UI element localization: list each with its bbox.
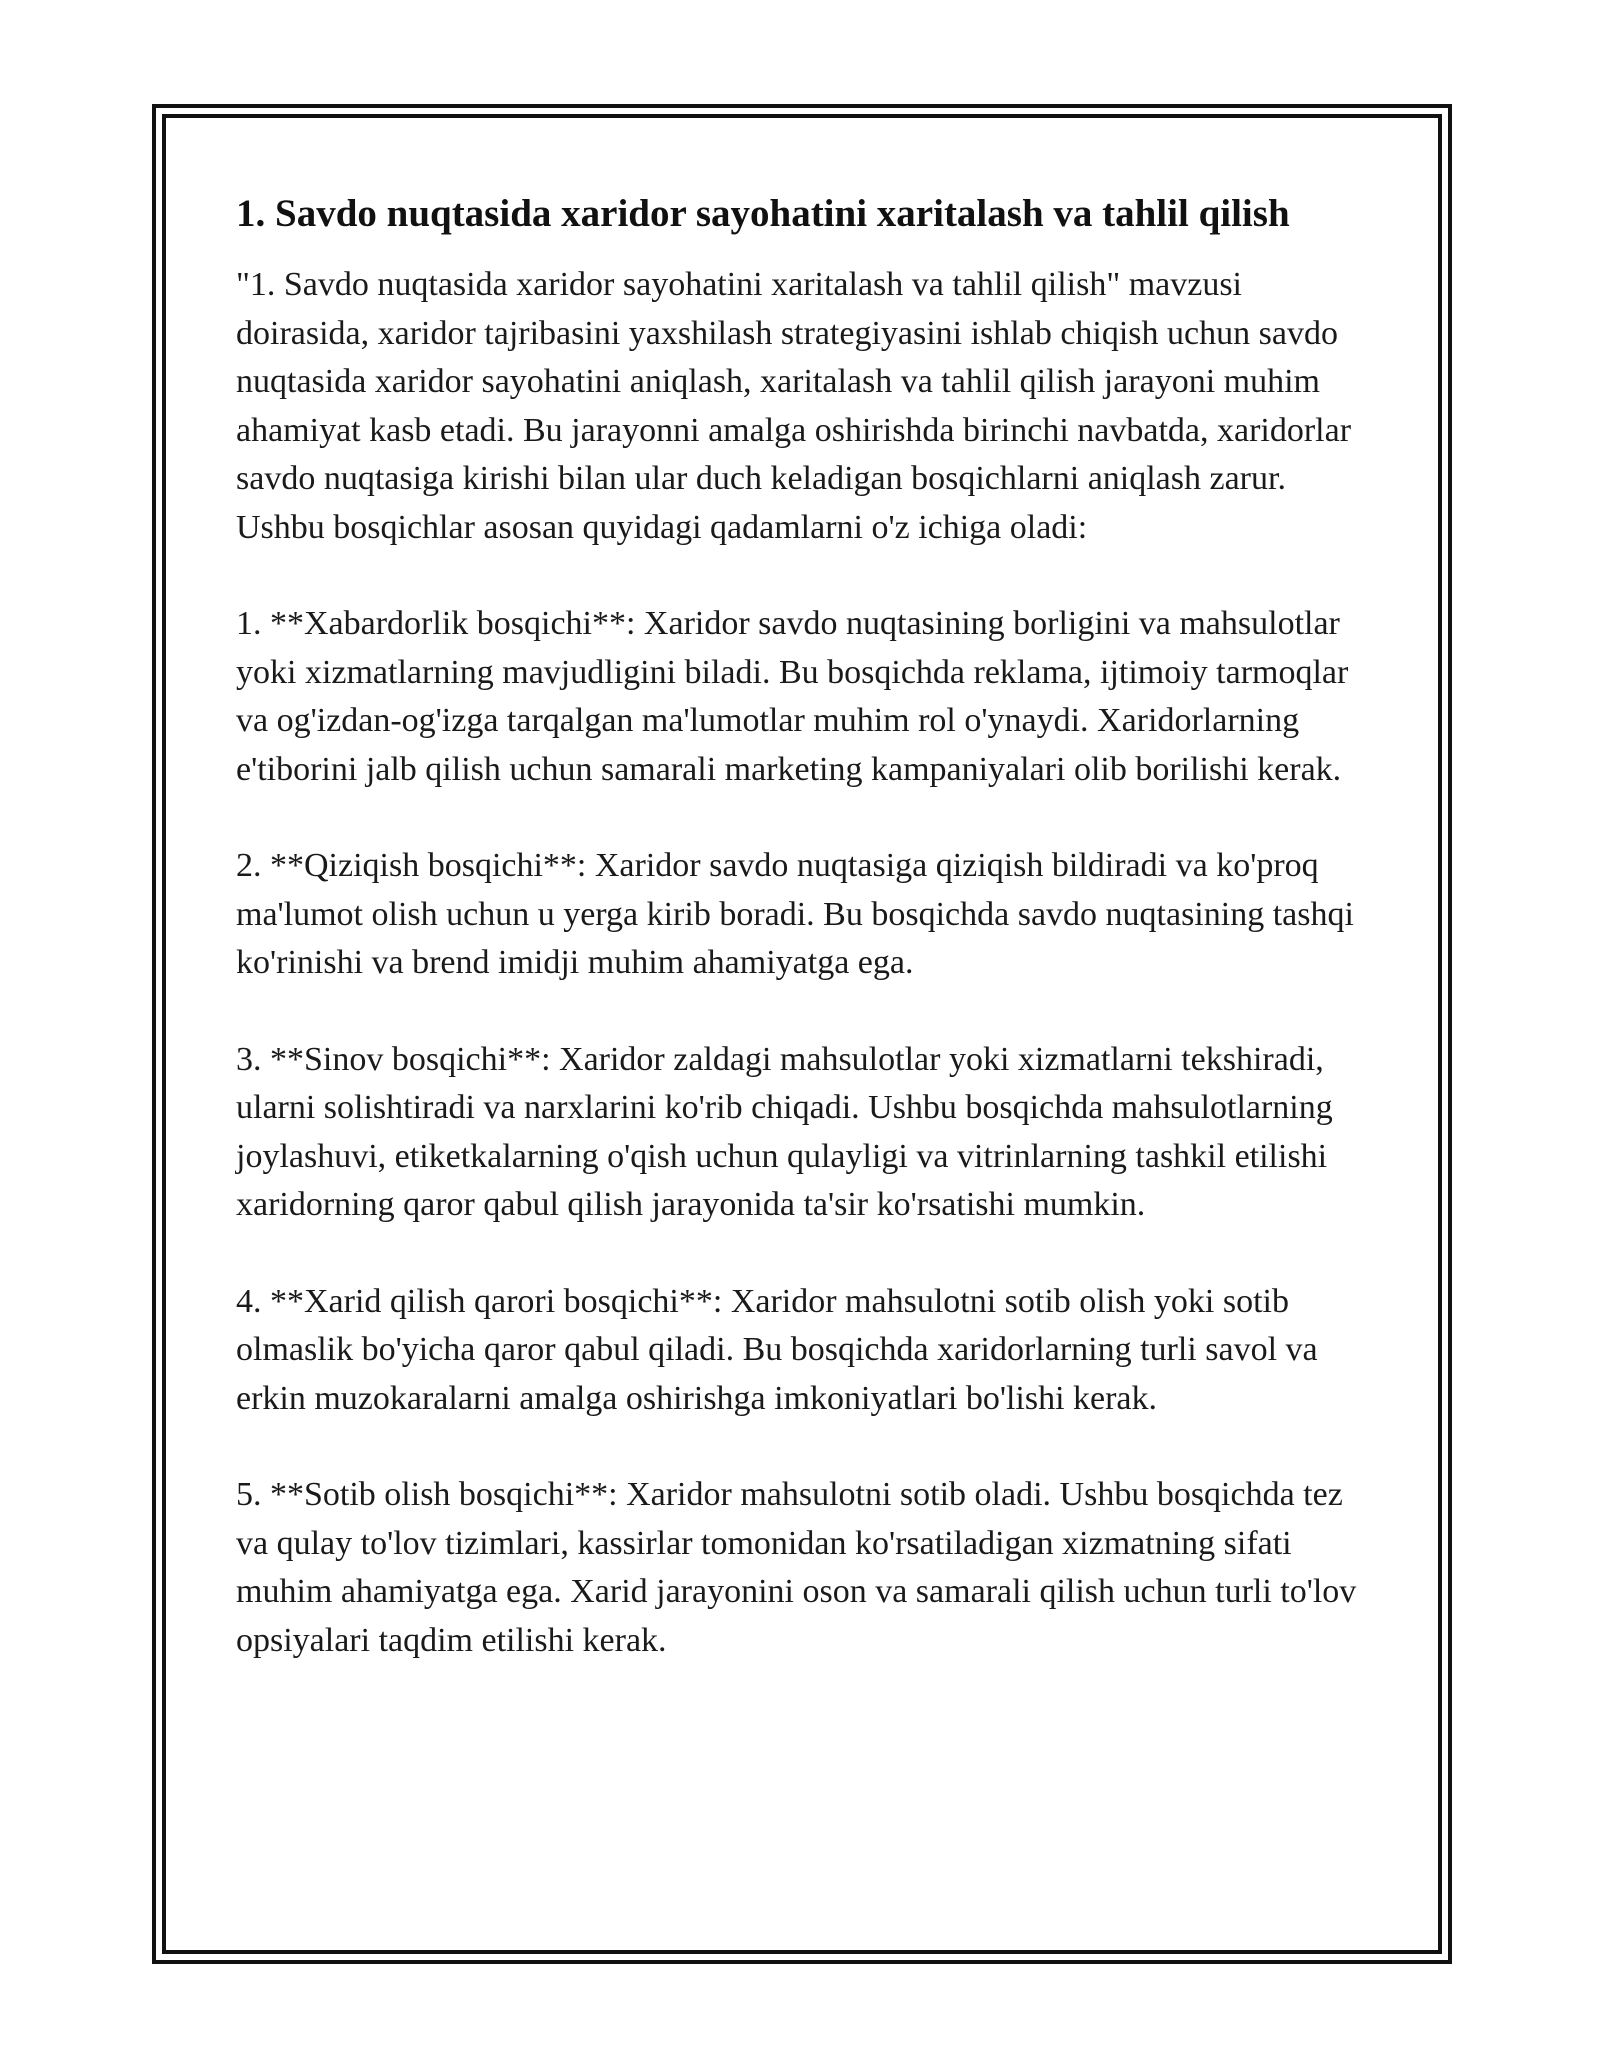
stage-5-paragraph: 5. **Sotib olish bosqichi**: Xaridor mahsulotni sotib oladi. Ushbu bosqichda tez va qulay to'lov tizimlari, kassirlar tomonidan ko'rsatiladigan xizmatning sifati muhim ahamiyatga ega. Xarid jarayonini oson va samarali qilish uchun turli to'lov opsiyalari taqdim etilishi kerak. (236, 1476, 1357, 1659)
section-heading: 1. Savdo nuqtasida xaridor sayohatini xaritalash va tahlil qilish (236, 192, 1290, 235)
document-body (236, 186, 1376, 1713)
stage-4-paragraph: 4. **Xarid qilish qarori bosqichi**: Xaridor mahsulotni sotib olish yoki sotib olmaslik bo'yicha qaror qabul qiladi. Bu bosqichda xaridorlarning turli savol va erkin muzokaralarni amalga oshirishga imkoniyatlari bo'lishi kerak. (236, 1282, 1318, 1417)
stage-2-paragraph: 2. **Qiziqish bosqichi**: Xaridor savdo nuqtasiga qiziqish bildiradi va ko'proq ma'lumot olish uchun u yerga kirib boradi. Bu bosqichda savdo nuqtasining tashqi ko'rinishi va brend imidji muhim ahamiyatga ega. (236, 847, 1354, 981)
intro-paragraph: "1. Savdo nuqtasida xaridor sayohatini xaritalash va tahlil qilish" mavzusi doirasida, xaridor tajribasini yaxshilash strategiyasini ishlab chiqish uchun savdo nuqtasida xaridor sayohatini aniqlash, xaritalash va tahlil qilish jarayoni muhim ahamiyat kasb etadi. Bu jarayonni amalga oshirishda birinchi navbatda, xaridorlar savdo nuqtasiga kirishi bilan ular duch keladigan bosqichlarni aniqlash zarur. Ushbu bosqichlar asosan quyidagi qadamlarni o'z ichiga oladi: (236, 266, 1352, 546)
stage-1-paragraph: 1. **Xabardorlik bosqichi**: Xaridor savdo nuqtasining borligini va mahsulotlar yoki xizmatlarning mavjudligini biladi. Bu bosqichda reklama, ijtimoiy tarmoqlar va og'izdan-og'izga tarqalgan ma'lumotlar muhim rol o'ynaydi. Xaridorlarning e'tiborini jalb qilish uchun samarali marketing kampaniyalari olib borilishi kerak. (236, 605, 1349, 788)
stage-3-paragraph: 3. **Sinov bosqichi**: Xaridor zaldagi mahsulotlar yoki xizmatlarni tekshiradi, ularni solishtiradi va narxlarini ko'rib chiqadi. Ushbu bosqichda mahsulotlarning joylashuvi, etiketkalarning o'qish uchun qulayligi va vitrinlarning tashkil etilishi xaridorning qaror qabul qilish jarayonida ta'sir ko'rsatishi mumkin. (236, 1040, 1333, 1223)
